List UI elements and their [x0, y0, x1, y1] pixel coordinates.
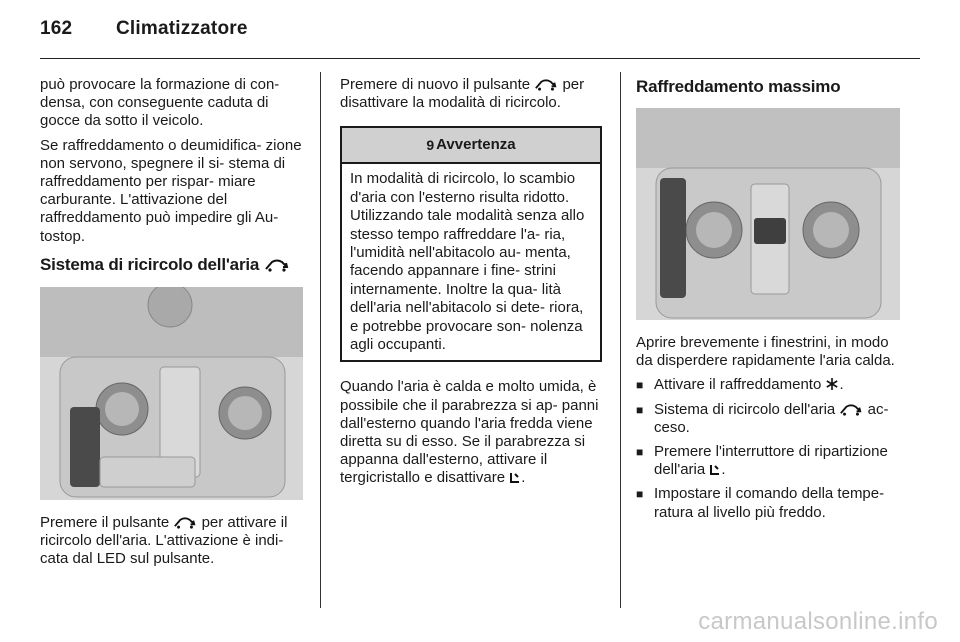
climate-panel-photo-1 [40, 287, 303, 500]
text-span: Premere di nuovo il pulsante [340, 76, 531, 93]
air-distribution-icon [509, 471, 521, 484]
paragraph: può provocare la formazione di con- densa, con conseguente caduta di gocce da sotto il veicolo. [40, 76, 280, 130]
recirculation-icon [839, 403, 863, 416]
text-span: Premere il pulsante [40, 514, 170, 531]
warning-icon: 9 [426, 137, 435, 154]
list-item [636, 443, 906, 479]
section-heading [40, 256, 308, 274]
list-item [636, 376, 906, 394]
air-distribution-icon [709, 463, 721, 476]
text-span: per disattivare la modalità di ricircolo. [340, 76, 585, 112]
warning-title: Avvertenza [436, 136, 516, 154]
column-divider-2 [620, 72, 621, 608]
list-item: ■ Impostare il comando della tempe- ratura al livello più freddo. [636, 485, 906, 521]
text-span: Attivare il raffreddamento [654, 376, 822, 394]
text-span: ac- ceso. [654, 400, 889, 436]
paragraph [340, 378, 602, 487]
text-span: . [521, 469, 526, 487]
text-span: Premere l'interruttore di ripartizione dell'aria [654, 443, 888, 479]
column-1 [40, 76, 308, 284]
page-title: Climatizzatore [116, 18, 248, 39]
text-span: . [721, 461, 726, 479]
header-rule [40, 58, 920, 59]
recirculation-icon [534, 78, 558, 91]
snowflake-icon [825, 377, 839, 391]
recirculation-icon [264, 258, 290, 272]
page-number: 162 [40, 18, 73, 39]
paragraph [40, 514, 308, 569]
paragraph [340, 76, 602, 112]
text-span: Quando l'aria è calda e molto umida, è possibile che il parabrezza si ap- panni dall'esterno quando l'aria fredda viene diretta su di esso. Se il parabrezza si appanna dall'esterno, attivare il tergicristallo e disattivare [340, 378, 599, 487]
watermark: carmanualsonline.info [698, 608, 938, 635]
recirculation-icon [173, 516, 197, 529]
warning-text: In modalità di ricircolo, lo scambio d'aria con l'esterno risulta ridotto. Utilizzando tale modalità senza allo stesso tempo raffreddare l'a- ria, l'umidità nell'abitacolo au- menta, facendo appannare i fine- strini internamente. Inoltre la qua- lità dell'aria nell'abitacolo si dete- riora, e potrebbe provocare son- nolenza agli occupanti. [350, 170, 585, 354]
column-2 [340, 76, 602, 494]
heading-text: Sistema di ricircolo dell'aria [40, 254, 260, 274]
warning-header [342, 128, 600, 164]
climate-panel-photo-2 [636, 108, 900, 320]
list-item [636, 401, 906, 437]
column-3-text [636, 334, 906, 528]
paragraph: Se raffreddamento o deumidifica- zione non servono, spegnere il si- stema di raffreddamento per rispar- miare carburante. L'attivazione del raffreddamento può impedire gli Au- tostop. [40, 136, 302, 245]
paragraph: Aprire brevemente i finestrini, in modo da disperdere rapidamente l'aria calda. [636, 334, 895, 370]
section-heading: Raffreddamento massimo [636, 77, 841, 96]
text-span: Sistema di ricircolo dell'aria [654, 400, 836, 418]
bullet-list [636, 376, 906, 521]
column-1-bottom [40, 514, 308, 575]
page-header [40, 18, 248, 40]
column-3 [636, 76, 906, 106]
warning-box [340, 126, 602, 362]
column-divider-1 [320, 72, 321, 608]
text-span: per attivare il ricircolo dell'aria. L'attivazione è indi- cata dal LED sul pulsante. [40, 514, 288, 568]
text-span: . [839, 376, 844, 394]
